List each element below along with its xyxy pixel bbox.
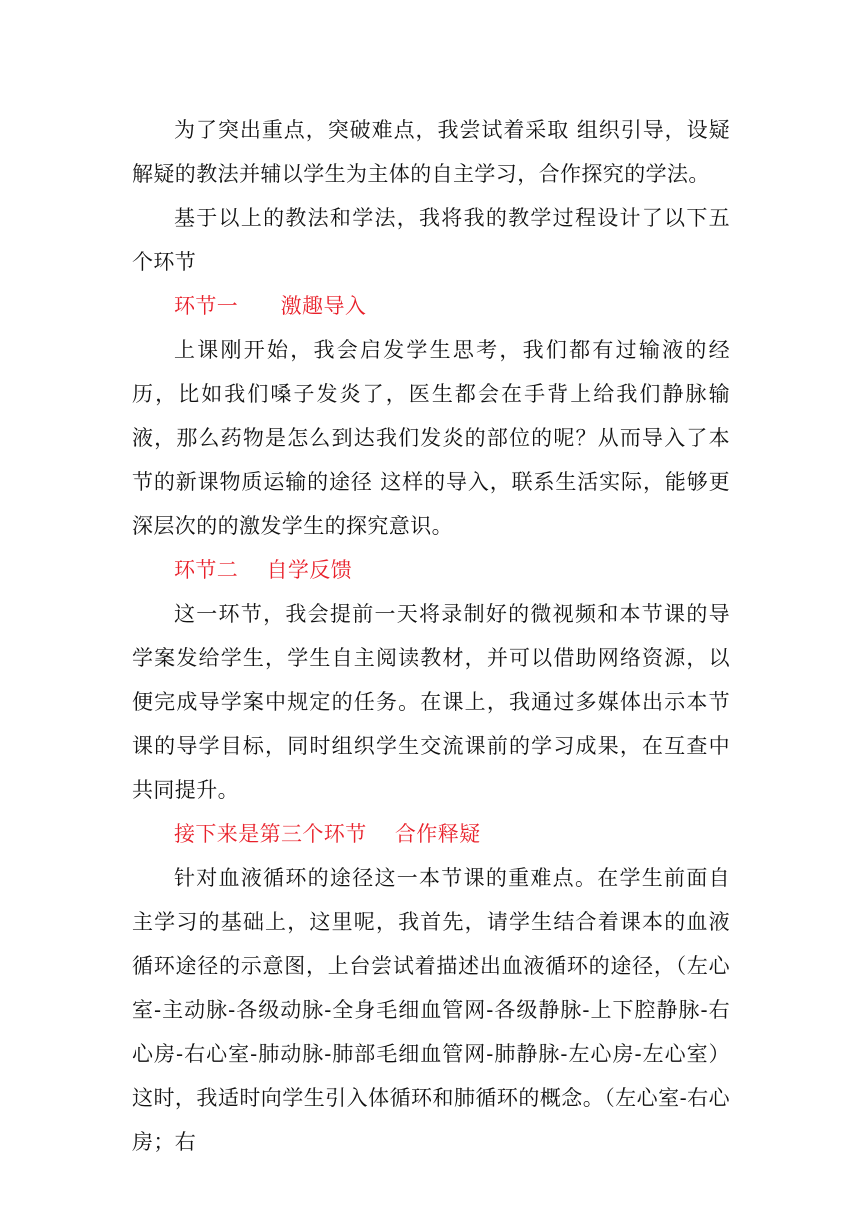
- paragraph-teaching-method: 为了突出重点，突破难点，我尝试着采取 组织引导，设疑解疑的教法并辅以学生为主体的自主学习，合作探究的学法。: [132, 118, 730, 186]
- paragraph-step-two: 这一环节，我会提前一天将录制好的微视频和本节课的导学案发给学生，学生自主阅读教材，并可以借助网络资源，以便完成导学案中规定的任务。在课上，我通过多媒体出示本节课的导学目标，同时组织学生交流课前的学习成果，在互查中共同提升。: [132, 602, 730, 802]
- paragraph-process-intro: 基于以上的教法和学法，我将我的教学过程设计了以下五个环节: [132, 206, 730, 274]
- document-body: [132, 108, 730, 1164]
- section-heading-step-two: 环节二 自学反馈: [174, 558, 353, 582]
- section-heading-step-three: 接下来是第三个环节 合作释疑: [174, 822, 481, 846]
- section-heading-step-one: 环节一 激趣导入: [174, 294, 367, 318]
- paragraph-step-one: 上课刚开始，我会启发学生思考，我们都有过输液的经历，比如我们嗓子发炎了，医生都会在手背上给我们静脉输液，那么药物是怎么到达我们发炎的部位的呢？从而导入了本节的新课物质运输的途径 这样的导入，联系生活实际，能够更深层次的的激发学生的探究意识。: [132, 338, 730, 538]
- paragraph-step-three: 针对血液循环的途径这一本节课的重难点。在学生前面自主学习的基础上，这里呢，我首先，请学生结合着课本的血液循环途径的示意图，上台尝试着描述出血液循环的途径，（左心室-主动脉-各级动脉-全身毛细血管网-各级静脉-上下腔静脉-右心房-右心室-肺动脉-肺部毛细血管网-肺静脉-左心房-左心室）这时，我适时向学生引入体循环和肺循环的概念。（左心室-右心房；右: [132, 866, 730, 1154]
